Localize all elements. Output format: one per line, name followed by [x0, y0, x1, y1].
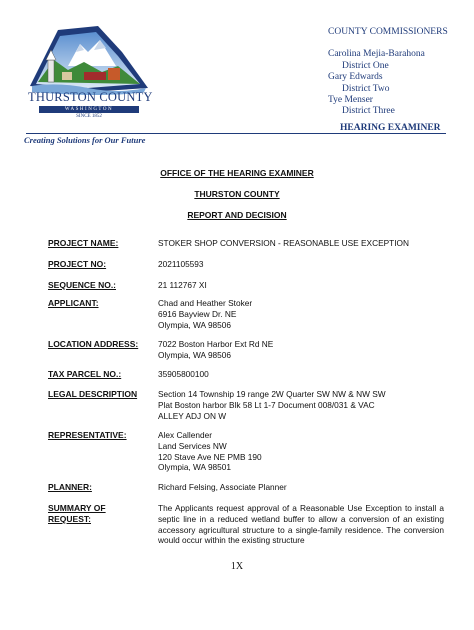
tax-parcel-label: TAX PARCEL NO.: — [48, 369, 122, 379]
commissioner-district: District Two — [342, 83, 390, 94]
logo-wordmark — [28, 90, 153, 119]
project-name-value: STOKER SHOP CONVERSION - REASONABLE USE EXCEPTION — [158, 238, 409, 248]
project-no-label: PROJECT NO: — [48, 259, 107, 269]
project-no-value: 2021105593 — [158, 259, 204, 269]
legal-description-label: LEGAL DESCRIPTION — [48, 389, 138, 399]
commissioner-name: Gary Edwards — [328, 72, 383, 83]
summary-text: The Applicants request approval of a Reasonable Use Exception to install a septic line in a reduced wetland buffer to allow a conversion of an existing accessory agricultural structure to a single-family residence. The conversion would occur within the existing structure — [158, 503, 444, 546]
applicant-value: Chad and Heather Stoker 6916 Bayview Dr. NE Olympia, WA 98506 — [158, 298, 253, 330]
planner-value: Richard Felsing, Associate Planner — [158, 482, 287, 492]
sequence-no-value: 21 112767 XI — [158, 280, 207, 290]
county-name: THURSTON COUNTY — [28, 90, 153, 104]
page-number: 1X — [230, 561, 244, 572]
office-title: OFFICE OF THE HEARING EXAMINER — [160, 168, 314, 178]
report-title: REPORT AND DECISION — [187, 210, 287, 220]
representative-label: REPRESENTATIVE: — [48, 430, 127, 440]
request-label: REQUEST: — [48, 514, 91, 524]
commissioner-name: Carolina Mejia-Barahona — [328, 49, 425, 60]
header-divider — [26, 133, 446, 134]
summary-label: SUMMARY OF — [48, 503, 106, 513]
tax-parcel-value: 35905800100 — [158, 369, 209, 379]
tagline: Creating Solutions for Our Future — [24, 135, 146, 145]
commissioner-name: Tye Menser — [328, 95, 373, 106]
legal-description-value: Section 14 Township 19 range 2W Quarter SW NW & NW SW Plat Boston harbor Blk 58 Lt 1-7 Document 008/031 & VAC ALLEY ADJ ON W — [158, 389, 386, 421]
applicant-label: APPLICANT: — [48, 298, 99, 308]
project-name-label: PROJECT NAME: — [48, 238, 119, 248]
county-title: THURSTON COUNTY — [194, 189, 280, 199]
location-address-value: 7022 Boston Harbor Ext Rd NE Olympia, WA 98506 — [158, 339, 274, 360]
state-banner: WASHINGTON — [39, 106, 139, 113]
representative-value: Alex Callender Land Services NW 120 Stave Ave NE PMB 190 Olympia, WA 98501 — [158, 430, 262, 473]
planner-label: PLANNER: — [48, 482, 92, 492]
commissioners-block — [328, 27, 474, 118]
commissioner-district: District Three — [342, 106, 395, 117]
commissioner-district: District One — [342, 60, 389, 71]
since-year: SINCE 1852 — [76, 114, 102, 119]
hearing-examiner-heading: HEARING EXAMINER — [340, 123, 441, 133]
sequence-no-label: SEQUENCE NO.: — [48, 280, 117, 290]
location-address-label: LOCATION ADDRESS: — [48, 339, 139, 349]
commissioners-title: COUNTY COMMISSIONERS — [328, 27, 448, 37]
